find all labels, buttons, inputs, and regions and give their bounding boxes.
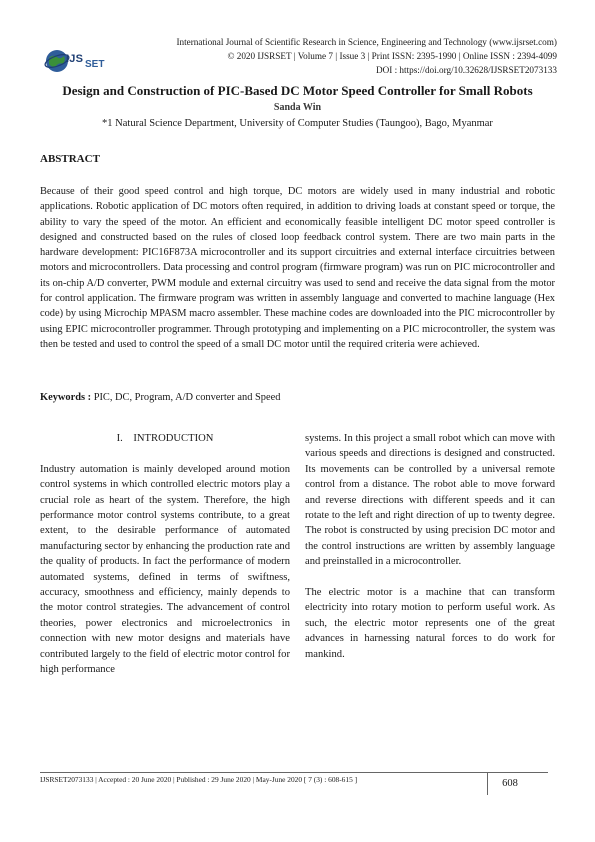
keywords-label: Keywords :: [40, 392, 92, 403]
intro-paragraph-right-2: The electric motor is a machine that can transform electricity into rotary motion to perform useful work. As such, the electric motor represents one of the great advances in harnessing natural forces to do work for mankind.: [305, 587, 555, 660]
intro-paragraph-left: Industry automation is mainly developed around motion control systems in which controlled electric motors play a crucial role as heart of the system. Therefore, the high performance motor control systems contribute, to a great extent, to the desirable performance of automated manufacturing sector by enhancing the production rate and the quality of products. In fact the performance of modern automated systems, defined in terms of swiftness, accuracy, smoothness and efficiency, mainly depends to the motor control strategies. The advancement of control theories, power electronics and microelectronics in connection with new motor designs and materials have contributed largely to the field of electric motor control for high performance: [40, 463, 290, 676]
logo-text-sub: SET: [85, 59, 105, 70]
journal-name: International Journal of Scientific Research in Science, Engineering and Technology (www.ijsrset.com): [176, 37, 557, 47]
journal-logo: [44, 44, 124, 74]
paper-author: Sanda Win: [273, 102, 322, 113]
paper-title: Design and Construction of PIC-Based DC Motor Speed Controller for Small Robots: [62, 83, 533, 98]
section-heading-introduction: I. INTRODUCTION: [116, 433, 214, 444]
page-number: 608: [502, 778, 518, 789]
abstract-body: Because of their good speed control and high torque, DC motors are widely used in many industrial and robotic applications. Robotic application of DC motors often required, in addition to driving loads at constant speed or torque, the ability to vary the speed of the motor. An efficient and economically feasible intelligent DC motor speed controller is designed and constructed based on the rules of closed loop feedback control system. There are two main parts in the hardware development: PIC16F873A microcontroller and its support circuitries and external interface circuitries between motors and microcontrollers. Data processing and control program (firmware program) was run on PIC microcontroller and its on-chip A/D converter, PWM module and external circuitry was used to send and receive the data signal from the motor for control application. The firmware program was written in assembly language and converted to machine language (Hex code) by using Microchip MPASM macro assembler. These machine codes are downloaded into the PIC microcontroller by using EPIC microcontroller programmer. Through prototyping and implementing on a PIC microcontroller, the system was then be tested and used to control the speed of a small DC motor until the required criteria were achieved.: [40, 186, 555, 350]
left-column: [40, 431, 290, 677]
abstract-heading: ABSTRACT: [40, 153, 100, 165]
paragraph-gap: [305, 570, 555, 585]
journal-header: [176, 35, 557, 77]
footer-citation: IJSRSET2073133 | Accepted : 20 June 2020 | Published : 29 June 2020 | May-June 2020 [ 7 (3) : 608-615 ]: [40, 775, 358, 784]
footer-divider: [40, 772, 487, 773]
right-column: [305, 431, 555, 662]
logo-text-main: IJS: [66, 53, 84, 65]
intro-paragraph-right-1: systems. In this project a small robot which can move with various speeds and directions is designed and constructed. Its movements can be controlled by a universal remote control from a distance. The robot able to move forward and reverse directions with different speeds and it can rotate to the left and right direction of up to twenty degree. The robot is constructed by using precision DC motor and the control instructions are written by assembly language and preinstalled in a microcontroller.: [305, 433, 555, 568]
keywords-line: [40, 392, 280, 403]
author-affiliation: *1 Natural Science Department, University of Computer Studies (Taungoo), Bago, Myanmar: [102, 118, 493, 129]
doi-link[interactable]: DOI : https://doi.org/10.32628/IJSRSET2073133: [375, 65, 557, 75]
journal-details: © 2020 IJSRSET | Volume 7 | Issue 3 | Print ISSN: 2395-1990 | Online ISSN : 2394-4099: [227, 51, 557, 61]
keywords-text: PIC, DC, Program, A/D converter and Speed: [91, 392, 281, 403]
